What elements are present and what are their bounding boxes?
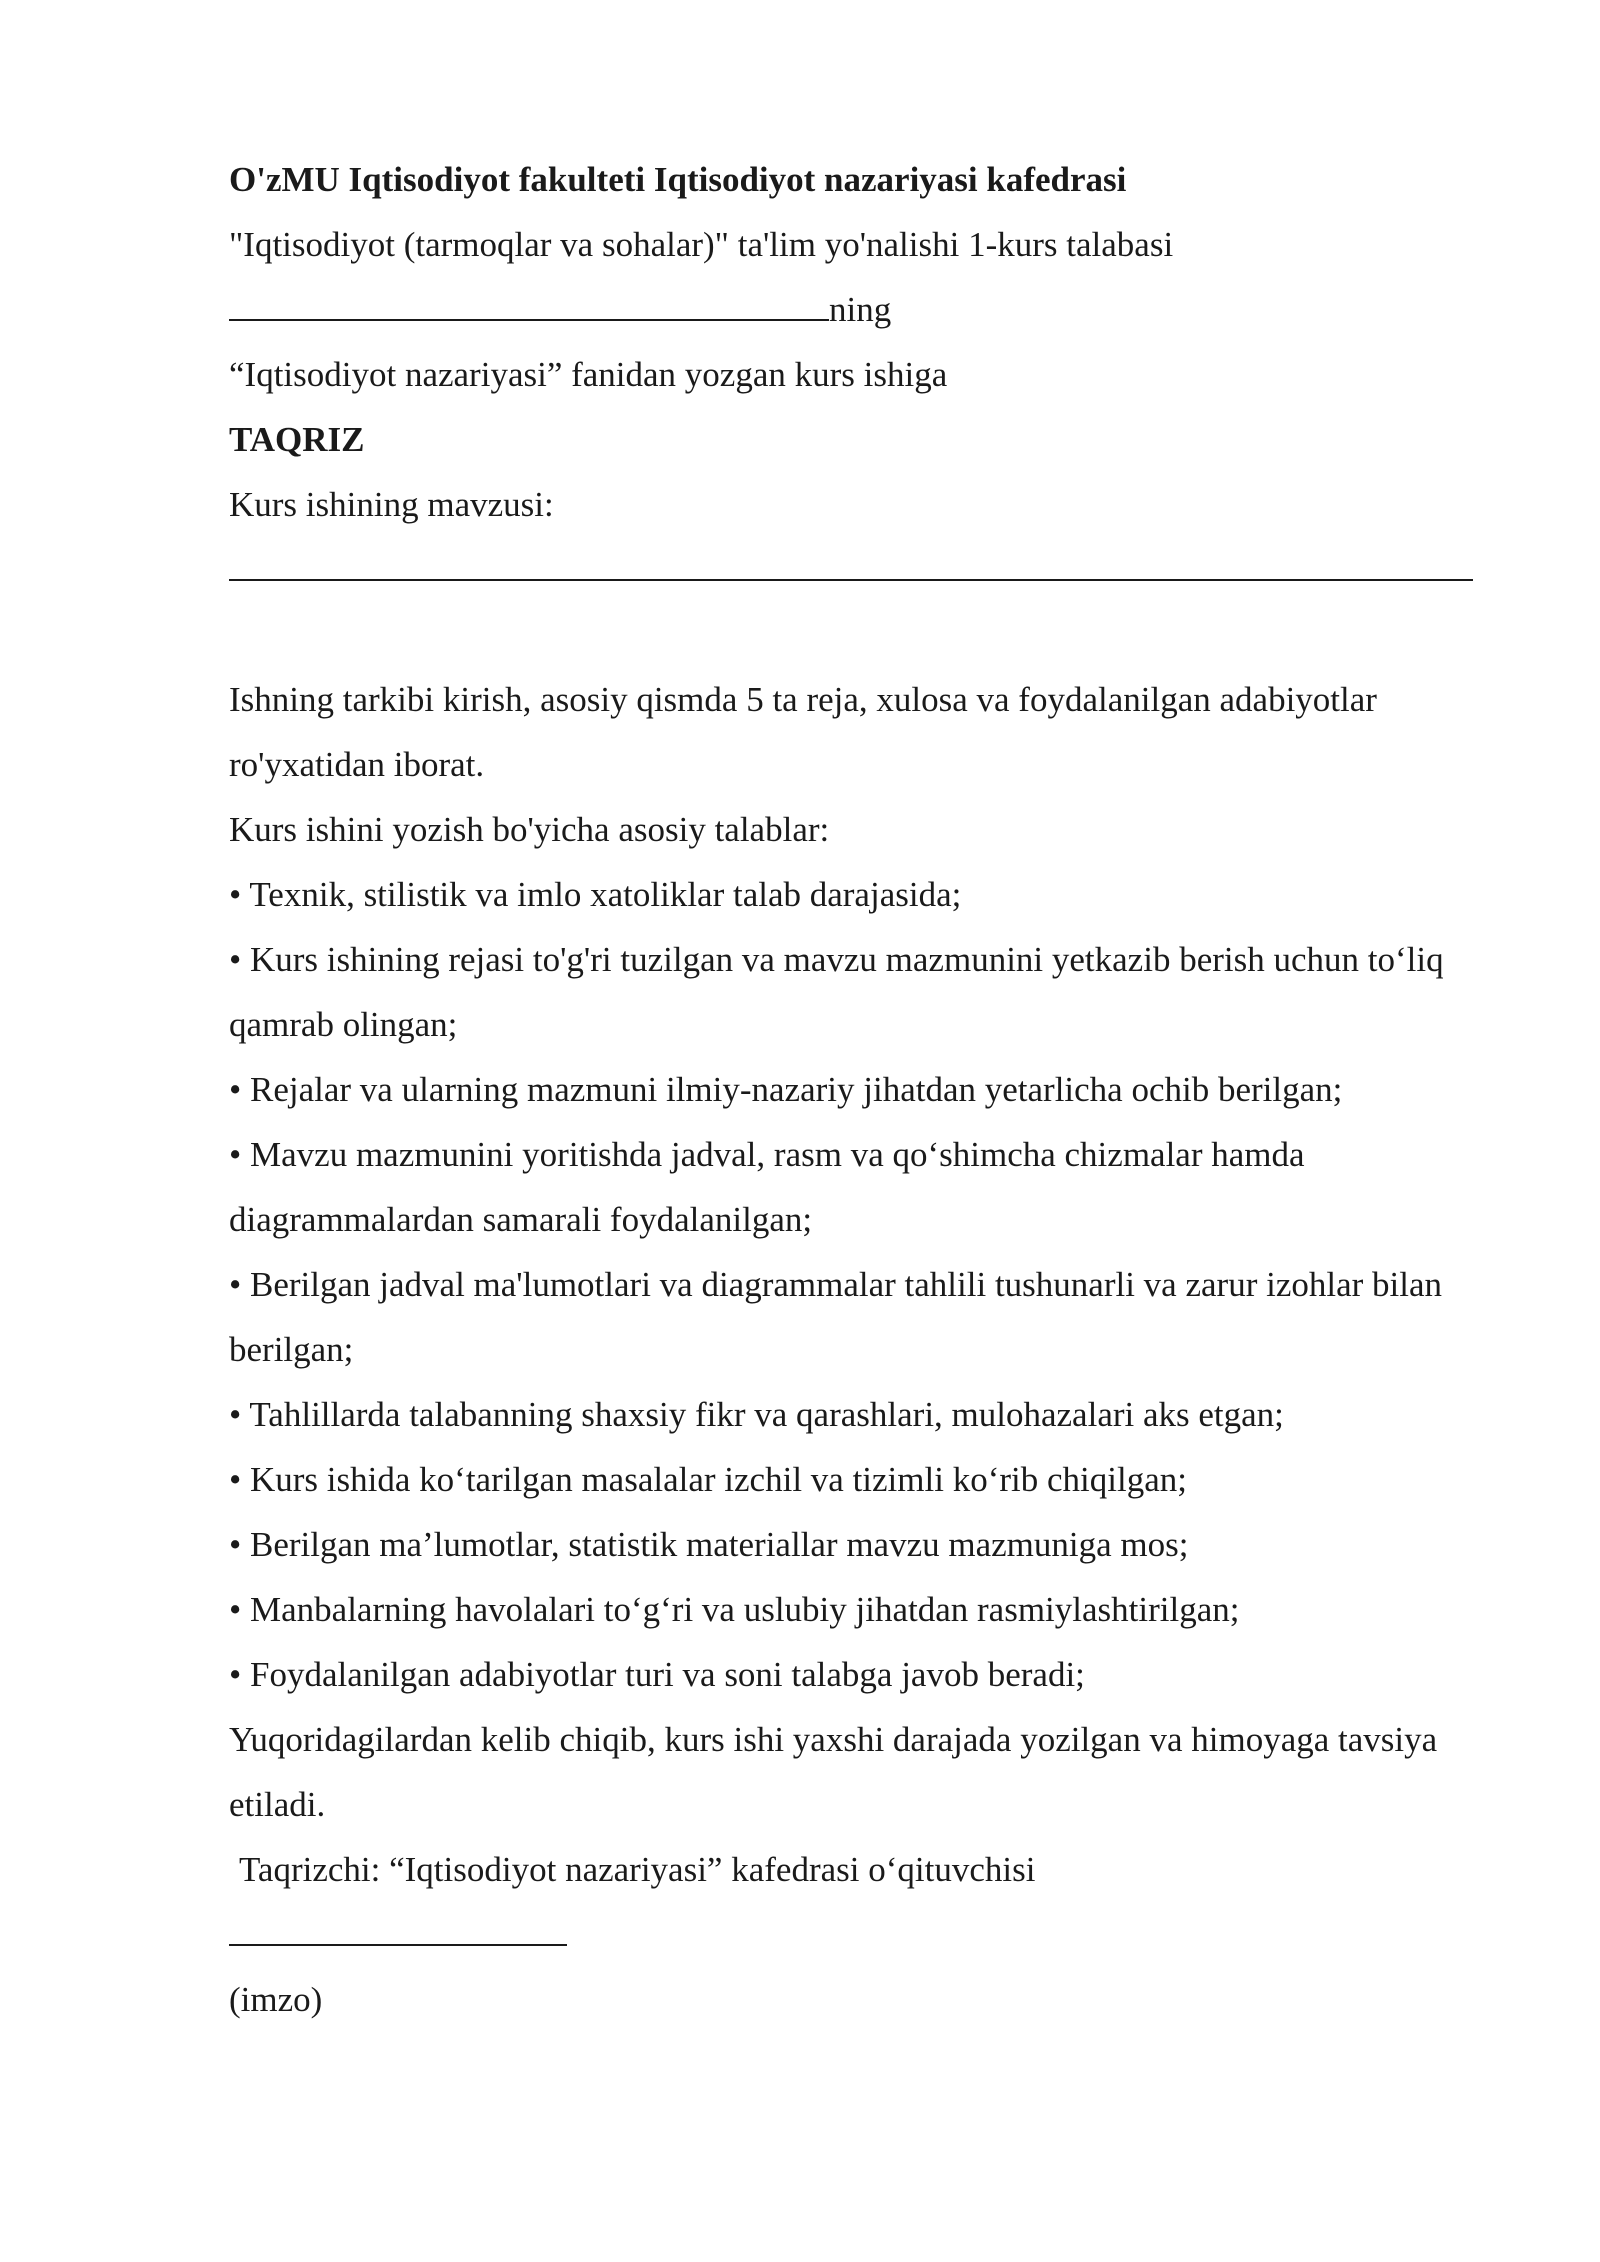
requirement-item: • Manbalarning havolalari to‘g‘ri va uslubiy jihatdan rasmiylashtirilgan; (229, 1590, 1240, 1629)
topic-blank-line (229, 537, 1479, 602)
signature-blank (229, 1904, 567, 1946)
requirement-item: • Tahlillarda talabanning shaxsiy fikr va qarashlari, mulohazalari aks etgan; (229, 1395, 1284, 1434)
requirement-item: • Kurs ishining rejasi to'g'ri tuzilgan va mavzu mazmunini yetkazib berish uchun to‘liq qamrab olingan; (229, 940, 1444, 1044)
requirements-heading: Kurs ishini yozish bo'yicha asosiy talablar: (229, 810, 830, 849)
requirement-item: • Foydalanilgan adabiyotlar turi va soni talabga javob beradi; (229, 1655, 1085, 1694)
institution-heading: O'zMU Iqtisodiyot fakulteti Iqtisodiyot nazariyasi kafedrasi (229, 160, 1127, 199)
requirement-item: • Berilgan jadval ma'lumotlari va diagrammalar tahlili tushunarli va zarur izohlar bilan berilgan; (229, 1265, 1443, 1369)
conclusion-paragraph: Yuqoridagilardan kelib chiqib, kurs ishi yaxshi darajada yozilgan va himoyaga tavsiya etiladi. (229, 1720, 1438, 1824)
student-name-suffix: ning (829, 290, 892, 329)
topic-blank (229, 539, 1473, 581)
signature-blank-line (229, 1902, 1479, 1967)
reviewer-line: Taqrizchi: “Iqtisodiyot nazariyasi” kafedrasi o‘qituvchisi (239, 1850, 1036, 1889)
topic-label: Kurs ishining mavzusi: (229, 485, 554, 524)
student-name-line (229, 277, 1479, 342)
requirement-item: • Rejalar va ularning mazmuni ilmiy-nazariy jihatdan yetarlicha ochib berilgan; (229, 1070, 1343, 1109)
structure-paragraph: Ishning tarkibi kirish, asosiy qismda 5 ta reja, xulosa va foydalanilgan adabiyotlar ro'yxatidan iborat. (229, 680, 1377, 784)
student-name-blank (229, 279, 829, 321)
document-body (229, 147, 1479, 2032)
requirement-item: • Texnik, stilistik va imlo xatoliklar talab darajasida; (229, 875, 962, 914)
requirement-item: • Berilgan ma’lumotlar, statistik materiallar mavzu mazmuniga mos; (229, 1525, 1189, 1564)
subject-line: “Iqtisodiyot nazariyasi” fanidan yozgan kurs ishiga (229, 355, 948, 394)
document-title: TAQRIZ (229, 420, 365, 459)
requirement-item: • Kurs ishida ko‘tarilgan masalalar izchil va tizimli ko‘rib chiqilgan; (229, 1460, 1187, 1499)
requirement-item: • Mavzu mazmunini yoritishda jadval, rasm va qo‘shimcha chizmalar hamda diagrammalardan samarali foydalanilgan; (229, 1135, 1305, 1239)
spacer (229, 602, 1479, 667)
signature-label: (imzo) (229, 1980, 323, 2019)
student-program-line: "Iqtisodiyot (tarmoqlar va sohalar)" ta'lim yo'nalishi 1-kurs talabasi (229, 225, 1174, 264)
